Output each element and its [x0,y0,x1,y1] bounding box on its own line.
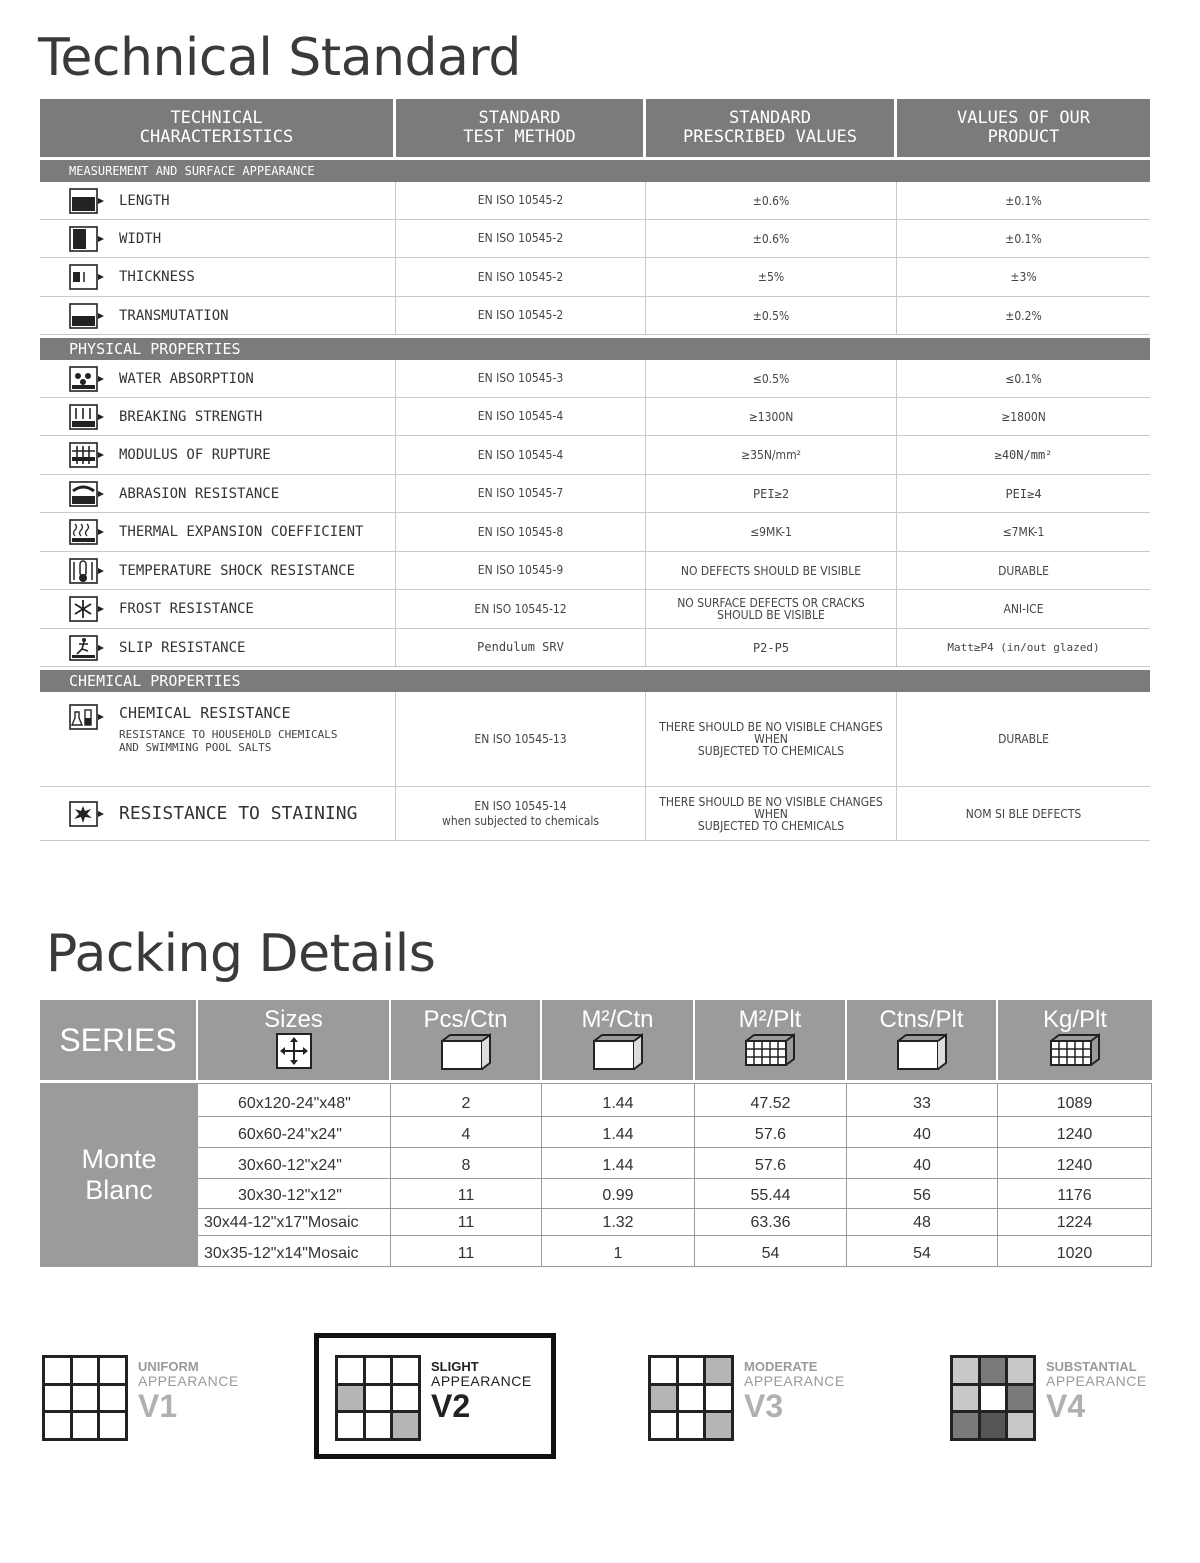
appearance-v3-word1: MODERATE [744,1359,818,1374]
header-prescribed-values: STANDARD PRESCRIBED VALUES [646,99,897,157]
thermal-expansion-icon [69,519,105,545]
appearance-v3-word2: APPEARANCE [744,1373,845,1389]
property-label: WIDTH [119,230,162,247]
packing-table-header [40,1000,1152,1080]
thermometer-icon [69,558,105,584]
technical-table-body [40,160,1150,841]
table-row [40,258,1150,297]
appearance-v2-word1: SLIGHT [431,1359,479,1374]
width-icon [69,226,105,252]
property-label: TEMPERATURE SHOCK RESISTANCE [119,562,356,579]
test-method-cell: EN ISO 10545-14 when subjected to chemicals [396,787,646,840]
test-method-cell: EN ISO 10545-2 [396,297,646,334]
m2-ctn-cell: 1.44 [542,1117,695,1147]
kg-plt-cell: 1176 [998,1179,1152,1208]
property-name-cell [40,258,396,296]
property-label: ABRASION RESISTANCE [119,485,280,502]
packing-row [198,1084,1152,1117]
test-method-cell: EN ISO 10545-7 [396,475,646,512]
header-series: SERIES [40,1000,198,1080]
property-name-cell [40,436,396,474]
technical-standard-title: Technical Standard [38,28,521,88]
size-cell: 30x35-12"x14"Mosaic [198,1236,391,1266]
section-header: MEASUREMENT AND SURFACE APPEARANCE [40,160,1150,182]
header-our-values: VALUES OF OUR PRODUCT [897,99,1150,157]
pallet-grid-icon [744,1033,796,1067]
technical-table-header [40,99,1150,157]
prescribed-value-cell: ≥35N/mm² [646,436,897,474]
property-label: FROST RESISTANCE [119,601,254,617]
ctns-plt-cell: 40 [847,1148,998,1178]
m2-plt-cell: 55.44 [695,1179,847,1208]
table-row [40,692,1150,787]
ctns-plt-cell: 56 [847,1179,998,1208]
our-value-cell: Matt≥P4 (in/out glazed) [947,641,1100,654]
property-label: THERMAL EXPANSION COEFFICIENT [119,524,364,540]
section-header: PHYSICAL PROPERTIES [40,338,1150,360]
m2-plt-cell: 63.36 [695,1209,847,1235]
pallet-grid-icon [1049,1033,1101,1067]
header-sizes-label: Sizes [264,1006,323,1033]
ctns-plt-cell: 54 [847,1236,998,1266]
thickness-icon [69,264,105,290]
carton-box-icon [896,1033,948,1071]
substantial-appearance-icon [950,1355,1036,1441]
prescribed-value-cell: ±0.5% [646,297,897,334]
packing-row [198,1117,1152,1148]
property-name-cell [40,513,396,551]
property-name-cell [40,182,396,219]
property-name-cell [40,629,396,666]
pcs-ctn-cell: 4 [391,1117,542,1147]
appearance-v1-word2: APPEARANCE [138,1373,239,1389]
our-value-cell: PEI≥4 [1005,486,1042,501]
property-name-cell [40,590,396,628]
prescribed-value-cell: ≥1300N [646,398,897,435]
property-label: MODULUS OF RUPTURE [119,447,271,463]
test-method-cell: EN ISO 10545-2 [396,258,646,296]
header-m2-ctn [542,1000,695,1080]
test-method-cell: EN ISO 10545-3 [396,360,646,397]
our-value-cell: ≤7MK-1 [1002,525,1045,539]
property-label: SLIP RESISTANCE [119,639,246,656]
table-row [40,398,1150,436]
series-name: Monte Blanc [40,1083,198,1267]
m2-ctn-cell: 1.44 [542,1148,695,1178]
table-row [40,590,1150,629]
packing-rows [198,1083,1152,1267]
property-label: CHEMICAL RESISTANCE [119,704,291,722]
table-row [40,297,1150,335]
packing-details-title: Packing Details [46,924,436,984]
m2-ctn-cell: 1 [542,1236,695,1266]
our-value-cell: DURABLE [998,732,1049,746]
packing-row [198,1236,1152,1267]
table-row [40,182,1150,220]
size-cell: 30x60-12"x24" [198,1148,391,1178]
property-label: TRANSMUTATION [119,307,229,324]
packing-details-table [40,1000,1152,1267]
frost-icon [69,596,105,622]
prescribed-value-cell: ≤0.5% [646,360,897,397]
prescribed-value-cell: ±5% [646,258,897,296]
prescribed-value-cell: THERE SHOULD BE NO VISIBLE CHANGES WHEN SUBJECTED TO CHEMICALS [646,692,897,786]
kg-plt-cell: 1240 [998,1117,1152,1147]
property-label: RESISTANCE TO STAINING [119,803,358,824]
ctns-plt-cell: 33 [847,1084,998,1116]
pcs-ctn-cell: 11 [391,1209,542,1235]
prescribed-value-cell: NO DEFECTS SHOULD BE VISIBLE [646,552,897,589]
appearance-v4-code: V4 [1046,1388,1086,1424]
header-kg-plt [998,1000,1152,1080]
property-name-cell [40,360,396,397]
property-name-cell [40,475,396,512]
property-label: BREAKING STRENGTH [119,408,263,425]
m2-ctn-cell: 1.44 [542,1084,695,1116]
prescribed-value-cell: ±0.6% [646,182,897,219]
our-value-cell: ±0.1% [1005,231,1042,246]
header-ctns-plt-label: Ctns/Plt [879,1006,964,1033]
staining-icon [69,801,105,827]
appearance-v4-word2: APPEARANCE [1046,1373,1147,1389]
test-method-cell: EN ISO 10545-2 [396,220,646,257]
header-test-method: STANDARD TEST METHOD [396,99,646,157]
our-value-cell: ±0.1% [1005,193,1042,208]
header-sizes [198,1000,391,1080]
property-name-cell [40,220,396,257]
header-kg-plt-label: Kg/Plt [1042,1006,1108,1033]
section-header: CHEMICAL PROPERTIES [40,670,1150,692]
technical-standard-table [40,99,1150,841]
pcs-ctn-cell: 11 [391,1179,542,1208]
transmutation-icon [69,303,105,329]
kg-plt-cell: 1224 [998,1209,1152,1235]
m2-ctn-cell: 1.32 [542,1209,695,1235]
test-method-cell: EN ISO 10545-4 [396,436,646,474]
table-row [40,513,1150,552]
header-m2-plt [695,1000,847,1080]
table-row [40,360,1150,398]
our-value-cell: ±0.2% [1005,308,1042,323]
ctns-plt-cell: 40 [847,1117,998,1147]
table-row [40,787,1150,841]
m2-ctn-cell: 0.99 [542,1179,695,1208]
pcs-ctn-cell: 11 [391,1236,542,1266]
prescribed-value-cell: PEI≥2 [646,475,897,512]
property-name-cell [40,692,396,786]
water-absorption-icon [69,366,105,392]
slip-icon [69,635,105,661]
carton-box-icon [440,1033,492,1071]
table-row [40,552,1150,590]
size-cell: 30x44-12"x17"Mosaic [198,1209,391,1235]
prescribed-value-cell: NO SURFACE DEFECTS OR CRACKS SHOULD BE VISIBLE [646,590,897,628]
moderate-appearance-icon [648,1355,734,1441]
appearance-v4-word1: SUBSTANTIAL [1046,1359,1137,1374]
our-value-cell: NOM SI BLE DEFECTS [965,806,1082,821]
our-value-cell: ≥40N/mm² [994,448,1053,462]
test-method-cell: EN ISO 10545-8 [396,513,646,551]
property-name-cell [40,398,396,435]
our-value-cell: DURABLE [998,563,1049,578]
ctns-plt-cell: 48 [847,1209,998,1235]
table-row [40,475,1150,513]
header-m2-plt-label: M²/Plt [738,1006,802,1033]
header-m2-ctn-label: M²/Ctn [581,1006,654,1033]
prescribed-value-cell: ≤9MK-1 [646,513,897,551]
uniform-appearance-icon [42,1355,128,1441]
size-cell: 60x60-24"x24" [198,1117,391,1147]
prescribed-value-cell: THERE SHOULD BE NO VISIBLE CHANGES WHEN SUBJECTED TO CHEMICALS [646,787,897,840]
pcs-ctn-cell: 8 [391,1148,542,1178]
our-value-cell: ≤0.1% [1005,371,1042,386]
packing-row [198,1148,1152,1179]
test-method-cell: EN ISO 10545-13 [396,692,646,786]
our-value-cell: ANI-ICE [1003,602,1044,616]
property-label: THICKNESS [119,269,195,285]
property-name-cell [40,552,396,589]
test-method-cell: EN ISO 10545-2 [396,182,646,219]
appearance-v1-word1: UNIFORM [138,1359,199,1374]
packing-row [198,1179,1152,1209]
header-ctns-plt [847,1000,998,1080]
table-row [40,220,1150,258]
header-characteristics: TECHNICAL CHARACTERISTICS [40,99,396,157]
appearance-v2-code: V2 [431,1388,471,1424]
property-name-cell [40,787,396,840]
kg-plt-cell: 1020 [998,1236,1152,1266]
appearance-v3-code: V3 [744,1388,784,1424]
property-label: LENGTH [119,192,170,209]
modulus-of-rupture-icon [69,442,105,468]
prescribed-value-cell: P2-P5 [646,629,897,666]
length-icon [69,188,105,214]
size-cell: 60x120-24"x48" [198,1084,391,1116]
m2-plt-cell: 54 [695,1236,847,1266]
header-pcs-ctn-label: Pcs/Ctn [423,1006,508,1033]
pcs-ctn-cell: 2 [391,1084,542,1116]
test-method-cell: EN ISO 10545-9 [396,552,646,589]
appearance-v2-word2: APPEARANCE [431,1373,532,1389]
table-row [40,436,1150,475]
property-sublabel: RESISTANCE TO HOUSEHOLD CHEMICALS AND SWIMMING POOL SALTS [119,728,338,754]
m2-plt-cell: 47.52 [695,1084,847,1116]
header-pcs-ctn [391,1000,542,1080]
size-cell: 30x30-12"x12" [198,1179,391,1208]
prescribed-value-cell: ±0.6% [646,220,897,257]
test-method-cell: Pendulum SRV [396,629,646,666]
packing-table-body [40,1083,1152,1267]
appearance-v1-code: V1 [138,1388,178,1424]
kg-plt-cell: 1240 [998,1148,1152,1178]
slight-appearance-icon [335,1355,421,1441]
property-label: WATER ABSORPTION [119,370,254,387]
test-method-cell: EN ISO 10545-4 [396,398,646,435]
property-name-cell [40,297,396,334]
our-value-cell: ±3% [1010,270,1037,284]
chemical-icon [69,704,105,730]
our-value-cell: ≥1800N [1001,409,1046,424]
packing-row [198,1209,1152,1236]
kg-plt-cell: 1089 [998,1084,1152,1116]
m2-plt-cell: 57.6 [695,1117,847,1147]
test-method-cell: EN ISO 10545-12 [396,590,646,628]
table-row [40,629,1150,667]
move-arrows-icon [276,1033,312,1069]
abrasion-icon [69,481,105,507]
carton-box-icon [592,1033,644,1071]
m2-plt-cell: 57.6 [695,1148,847,1178]
breaking-strength-icon [69,404,105,430]
